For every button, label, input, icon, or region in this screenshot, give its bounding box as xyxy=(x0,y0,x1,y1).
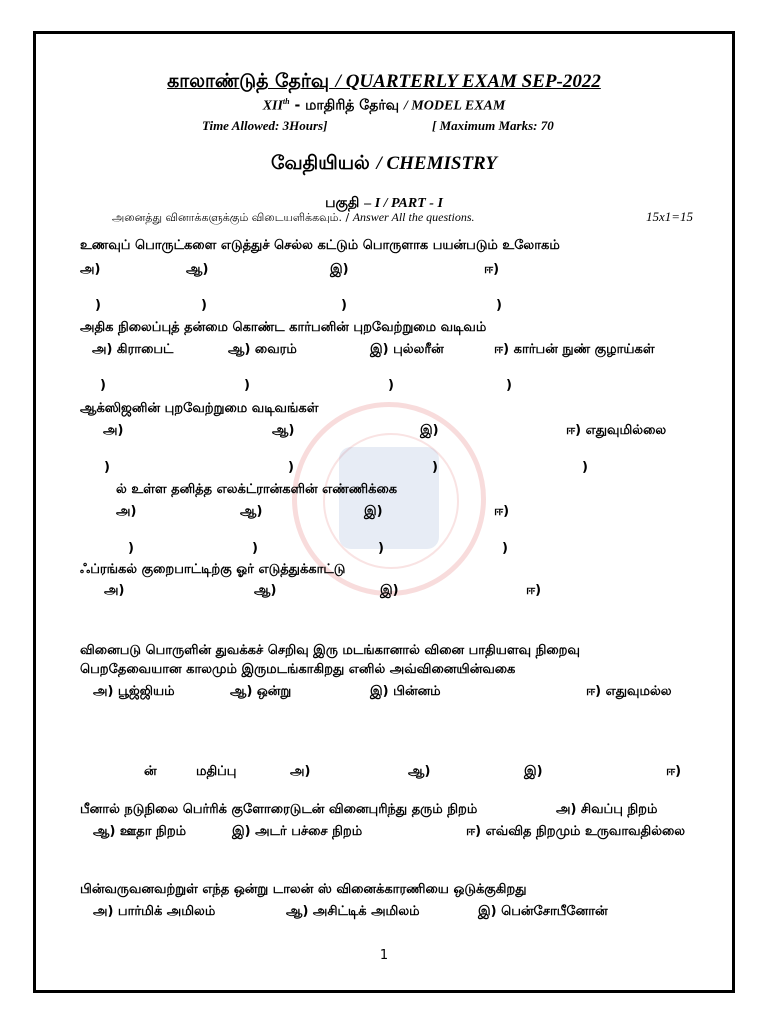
q4-option-c: இ) xyxy=(364,504,383,519)
q8-option-d: ஈ) எவ்வித நிறமும் உருவாவதில்லை xyxy=(466,824,686,839)
q6-option-b: ஆ) ஒன்று xyxy=(230,684,292,699)
subject-title: வேதியியல் / CHEMISTRY xyxy=(271,152,497,174)
exam-subtitle: XIIth - மாதிரித் தேர்வு / MODEL EXAM xyxy=(262,97,506,114)
part-title: பகுதி – I / PART - I xyxy=(325,195,443,211)
exam-title: காலாண்டுத் தேர்வு / QUARTERLY EXAM SEP-2022 xyxy=(167,70,601,92)
q5-option-c: இ) xyxy=(380,583,399,598)
q5-option-a: அ) xyxy=(104,583,125,598)
q6-option-c: இ) பின்னம் xyxy=(370,684,441,699)
q7-option-c: இ) xyxy=(524,764,543,779)
question-4: ல் உள்ள தனித்த எலக்ட்ரான்களின் எண்ணிக்கை xyxy=(116,482,398,497)
q4-option-b: ஆ) xyxy=(240,504,263,519)
maximum-marks: [ Maximum Marks: 70 xyxy=(432,118,554,133)
question-7-value: மதிப்பு xyxy=(196,764,237,779)
q6-option-a: அ) பூஜ்ஜியம் xyxy=(93,684,175,699)
question-9: பின்வருவனவற்றுள் எந்த ஒன்று டாலன் ஸ் வினைக்காரணியை ஒடுக்குகிறது xyxy=(80,882,527,897)
q7-option-b: ஆ) xyxy=(408,764,431,779)
q2-option-d: ஈ) கார்பன் நுண் குழாய்கள் xyxy=(494,342,655,357)
q5-option-d: ஈ) xyxy=(526,583,542,598)
q4-option-a: அ) xyxy=(116,504,137,519)
page-number: 1 xyxy=(379,948,389,963)
q8-option-c: இ) அடர் பச்சை நிறம் xyxy=(232,824,363,839)
question-8: பீனால் நடுநிலை பெர்ரிக் குளோரைடுடன் வினைபுரிந்து தரும் நிறம் xyxy=(80,802,478,817)
q2-option-a: அ) கிராபைட் xyxy=(92,342,174,357)
q9-option-b: ஆ) அசிட்டிக் அமிலம் xyxy=(286,904,420,919)
q3-option-c: இ) xyxy=(420,423,439,438)
time-allowed: Time Allowed: 3Hours] xyxy=(202,118,328,133)
q1-option-d: ஈ) xyxy=(484,262,500,277)
q2-option-c: இ) புல்லரீன் xyxy=(370,342,444,357)
question-6-line-2: பெறதேவையான காலமும் இருமடங்காகிறது எனில் அவ்வினையின்வகை xyxy=(80,662,516,677)
question-7: ன் xyxy=(144,764,157,779)
q7-option-d: ஈ) xyxy=(666,764,682,779)
q1-option-a: அ) xyxy=(80,262,101,277)
question-1: உணவுப் பொருட்களை எடுத்துச் செல்ல கட்டும் பொருளாக பயன்படும் உலோகம் xyxy=(80,238,560,253)
q1-option-b: ஆ) xyxy=(186,262,209,277)
question-2: அதிக நிலைப்புத் தன்மை கொண்ட கார்பனின் புறவேற்றுமை வடிவம் xyxy=(80,320,487,335)
q8-option-a: அ) சிவப்பு நிறம் xyxy=(556,802,658,817)
q3-option-a: அ) xyxy=(103,423,124,438)
question-6: வினைபடு பொருளின் துவக்கச் செறிவு இரு மடங்கானால் வினை பாதியளவு நிறைவு xyxy=(80,643,580,658)
q7-option-a: அ) xyxy=(290,764,311,779)
q4-option-d: ஈ) xyxy=(494,504,510,519)
seal-photo-icon xyxy=(339,447,439,549)
q5-option-b: ஆ) xyxy=(254,583,277,598)
q6-option-d: ஈ) எதுவுமல்ல xyxy=(586,684,672,699)
question-5: ஃப்ரங்கல் குறைபாட்டிற்கு ஓர் எடுத்துக்காட்டு xyxy=(80,562,346,577)
q9-option-a: அ) பார்மிக் அமிலம் xyxy=(93,904,216,919)
q3-option-d: ஈ) எதுவுமில்லை xyxy=(566,423,667,438)
instructions: அனைத்து வினாக்களுக்கும் விடையளிக்கவும். / Answer All the questions. xyxy=(112,210,475,224)
q3-option-b: ஆ) xyxy=(272,423,295,438)
q8-option-b: ஆ) ஊதா நிறம் xyxy=(93,824,187,839)
q2-option-b: ஆ) வைரம் xyxy=(228,342,297,357)
section-marks: 15x1=15 xyxy=(646,209,694,224)
q9-option-c: இ) பென்சோபீனோன் xyxy=(478,904,608,919)
question-3: ஆக்ஸிஜனின் புறவேற்றுமை வடிவங்கள் xyxy=(80,401,319,416)
q1-option-c: இ) xyxy=(330,262,349,277)
